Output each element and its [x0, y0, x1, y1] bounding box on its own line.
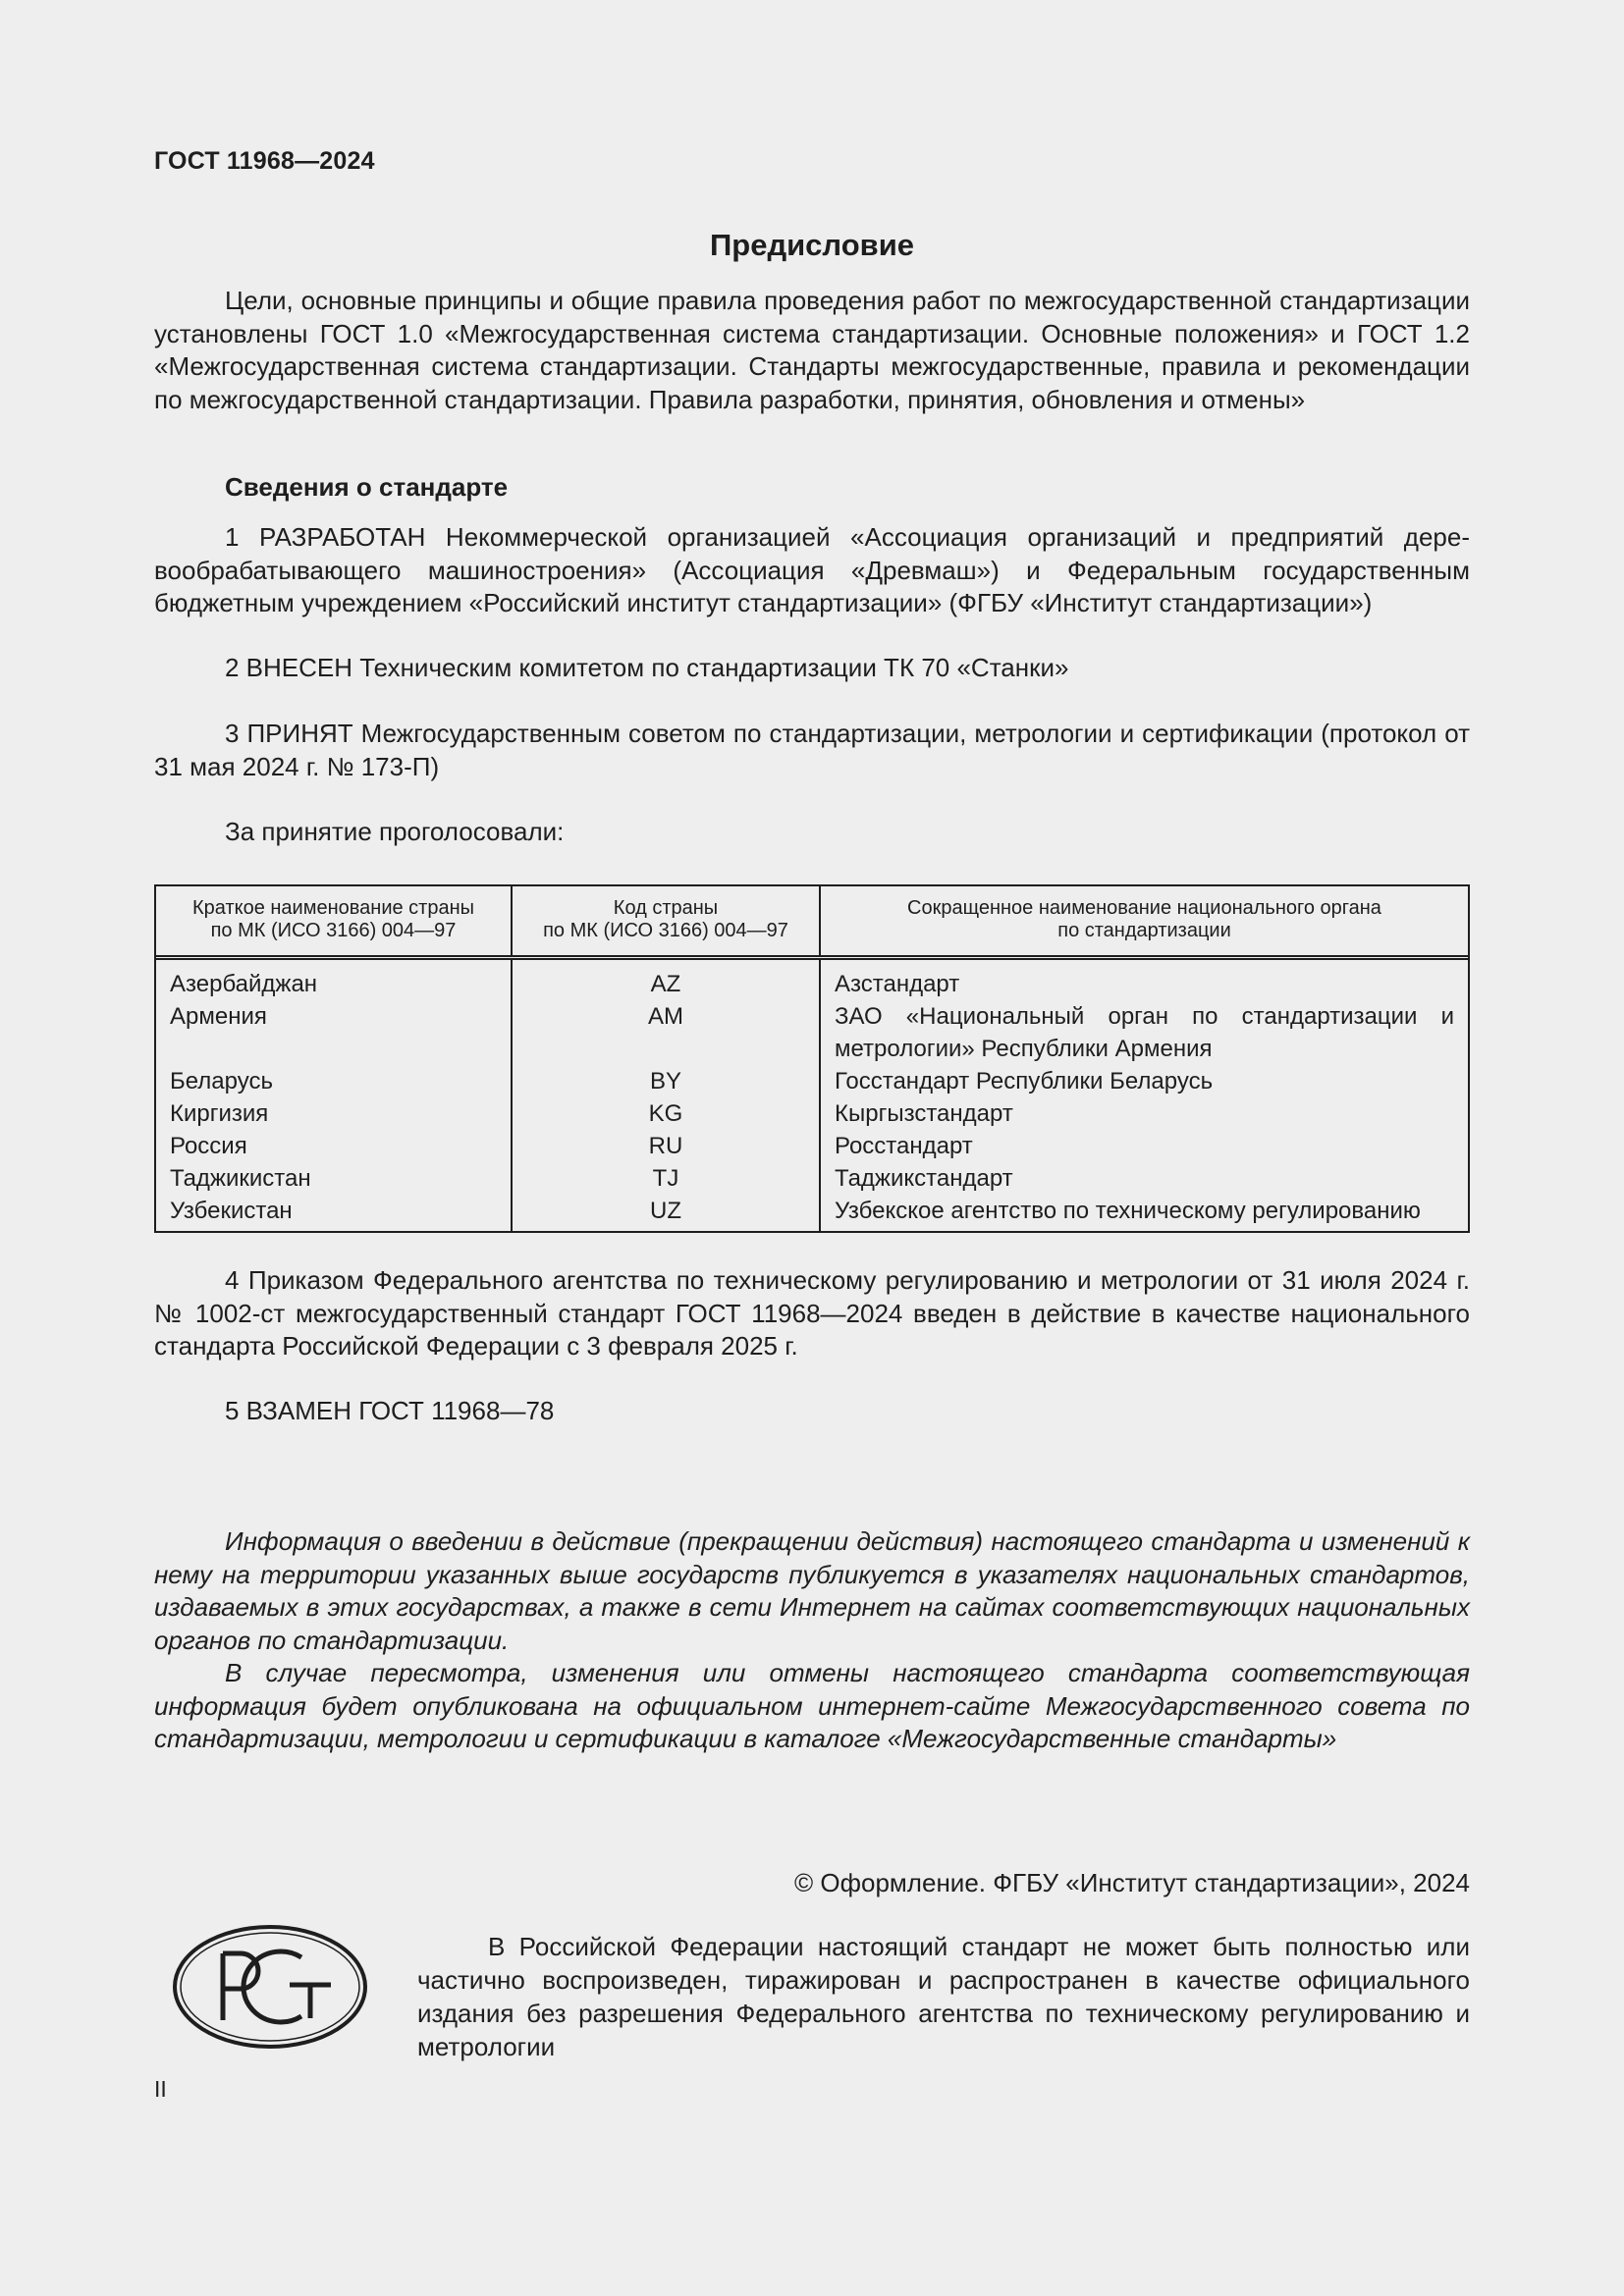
table-cell-code: RU [648, 1133, 683, 1159]
table-cell-country: Россия [170, 1133, 247, 1159]
table-cell-body: Госстандарт Республики Беларусь [835, 1068, 1214, 1095]
table-cell-country: Азербайджан [170, 971, 318, 997]
table-cell-code: UZ [650, 1198, 681, 1224]
table-column-body [821, 960, 1468, 1231]
section-heading: Сведения о стандарте [225, 472, 509, 502]
table-cell-body: Росстандарт [835, 1133, 973, 1159]
item-replaces: 5 ВЗАМЕН ГОСТ 11968—78 [225, 1396, 555, 1425]
table-cell-code: AM [648, 1003, 683, 1030]
table-cell-code: AZ [650, 971, 681, 997]
running-head: ГОСТ 11968—2024 [154, 147, 375, 175]
table-header-row [156, 886, 1468, 960]
table-cell-country: Узбекистан [170, 1198, 293, 1224]
table-cell-body: ЗАО «Национальный орган по стандартизации и метрологии» Республики Армения [835, 1003, 1454, 1062]
table-body [156, 960, 1468, 1231]
info-paragraph: Информация о введении в действие (прекращении действия) настоящего стандарта и изменений к нему на территории указанных выше государств публикуется в указателях национальных стандартов, издаваемых в этих государствах, а также в сети Интернет на сайтах соответствующих национальных органов по стандартизации. [154, 1526, 1470, 1655]
table-cell-country: Беларусь [170, 1068, 273, 1095]
table-cell-country: Армения [170, 1003, 267, 1030]
table-cell-country: Киргизия [170, 1100, 269, 1127]
table-cell-code: KG [648, 1100, 683, 1127]
voting-table [154, 884, 1470, 1233]
table-column-country [156, 960, 513, 1231]
table-cell-body: Кыргызстандарт [835, 1100, 1013, 1127]
copyright-line: © Оформление. ФГБУ «Институт стандартизации», 2024 [794, 1868, 1470, 1897]
table-header-body: Сокращенное наименование национального органа по стандартизации [907, 897, 1381, 941]
voted-label: За принятие проголосовали: [225, 817, 565, 846]
copyright-notice: В Российской Федерации настоящий стандарт не может быть полностью или частично воспроизведен, тиражирован и распространен в качестве официального издания без разрешения Федерального агентства по техническому регулированию и метрологии [417, 1932, 1470, 2061]
table-cell-code: TJ [652, 1165, 679, 1192]
table-cell-body: Азстандарт [835, 971, 960, 997]
table-cell-body: Узбекское агентство по техническому регулированию [835, 1198, 1421, 1224]
revision-paragraph: В случае пересмотра, изменения или отмены настоящего стандарта соответствующая информация будет опубликована на официальном интернет-сайте Межгосударственного совета по стандартизации, метрологии и сертификации в каталоге «Межгосударственные стандарты» [154, 1658, 1470, 1753]
table-cell-body: Таджикстандарт [835, 1165, 1013, 1192]
item-developed: 1 РАЗРАБОТАН Некоммерческой организацией «Ассоциация организаций и предприятий деревообрабатывающего машиностроения» (Ассоциация «Древмаш») и Федеральным государственным бюджетным учреждением «Российский институт стандартизации» (ФГБУ «Институт стандартизации») [154, 522, 1470, 617]
intro-paragraph: Цели, основные принципы и общие правила проведения работ по межгосударственной стандартизации установлены ГОСТ 1.0 «Межгосударственная система стандартизации. Основные положения» и ГОСТ 1.2 «Межгосударственная система стандартизации. Стандарты межгосударственные, правила и рекомендации по межгосударственной стандартизации. Правила разработки, принятия, обновления и отмены» [154, 286, 1470, 414]
gost-r-logo-icon [172, 1924, 368, 2050]
table-cell-code: BY [649, 1068, 681, 1095]
page-title: Предисловие [709, 228, 914, 262]
item-submitted: 2 ВНЕСЕН Техническим комитетом по стандартизации ТК 70 «Станки» [225, 653, 1069, 682]
table-header-code: Код страны по МК (ИСО 3166) 004—97 [513, 886, 821, 955]
table-header-country: Краткое наименование страны по МК (ИСО 3166) 004—97 [156, 886, 513, 955]
page-number: II [154, 2076, 167, 2102]
table-cell-country: Таджикистан [170, 1165, 311, 1192]
item-adopted: 3 ПРИНЯТ Межгосударственным советом по стандартизации, метрологии и сертификации (протокол от 31 мая 2024 г. № 173-П) [154, 719, 1470, 781]
table-column-code [513, 960, 821, 1231]
item-enacted: 4 Приказом Федерального агентства по техническому регулированию и метрологии от 31 июля 2024 г. № 1002-ст межгосударственный стандарт ГОСТ 11968—2024 введен в действие в качестве национального стандарта Российской Федерации с 3 февраля 2025 г. [154, 1265, 1470, 1361]
